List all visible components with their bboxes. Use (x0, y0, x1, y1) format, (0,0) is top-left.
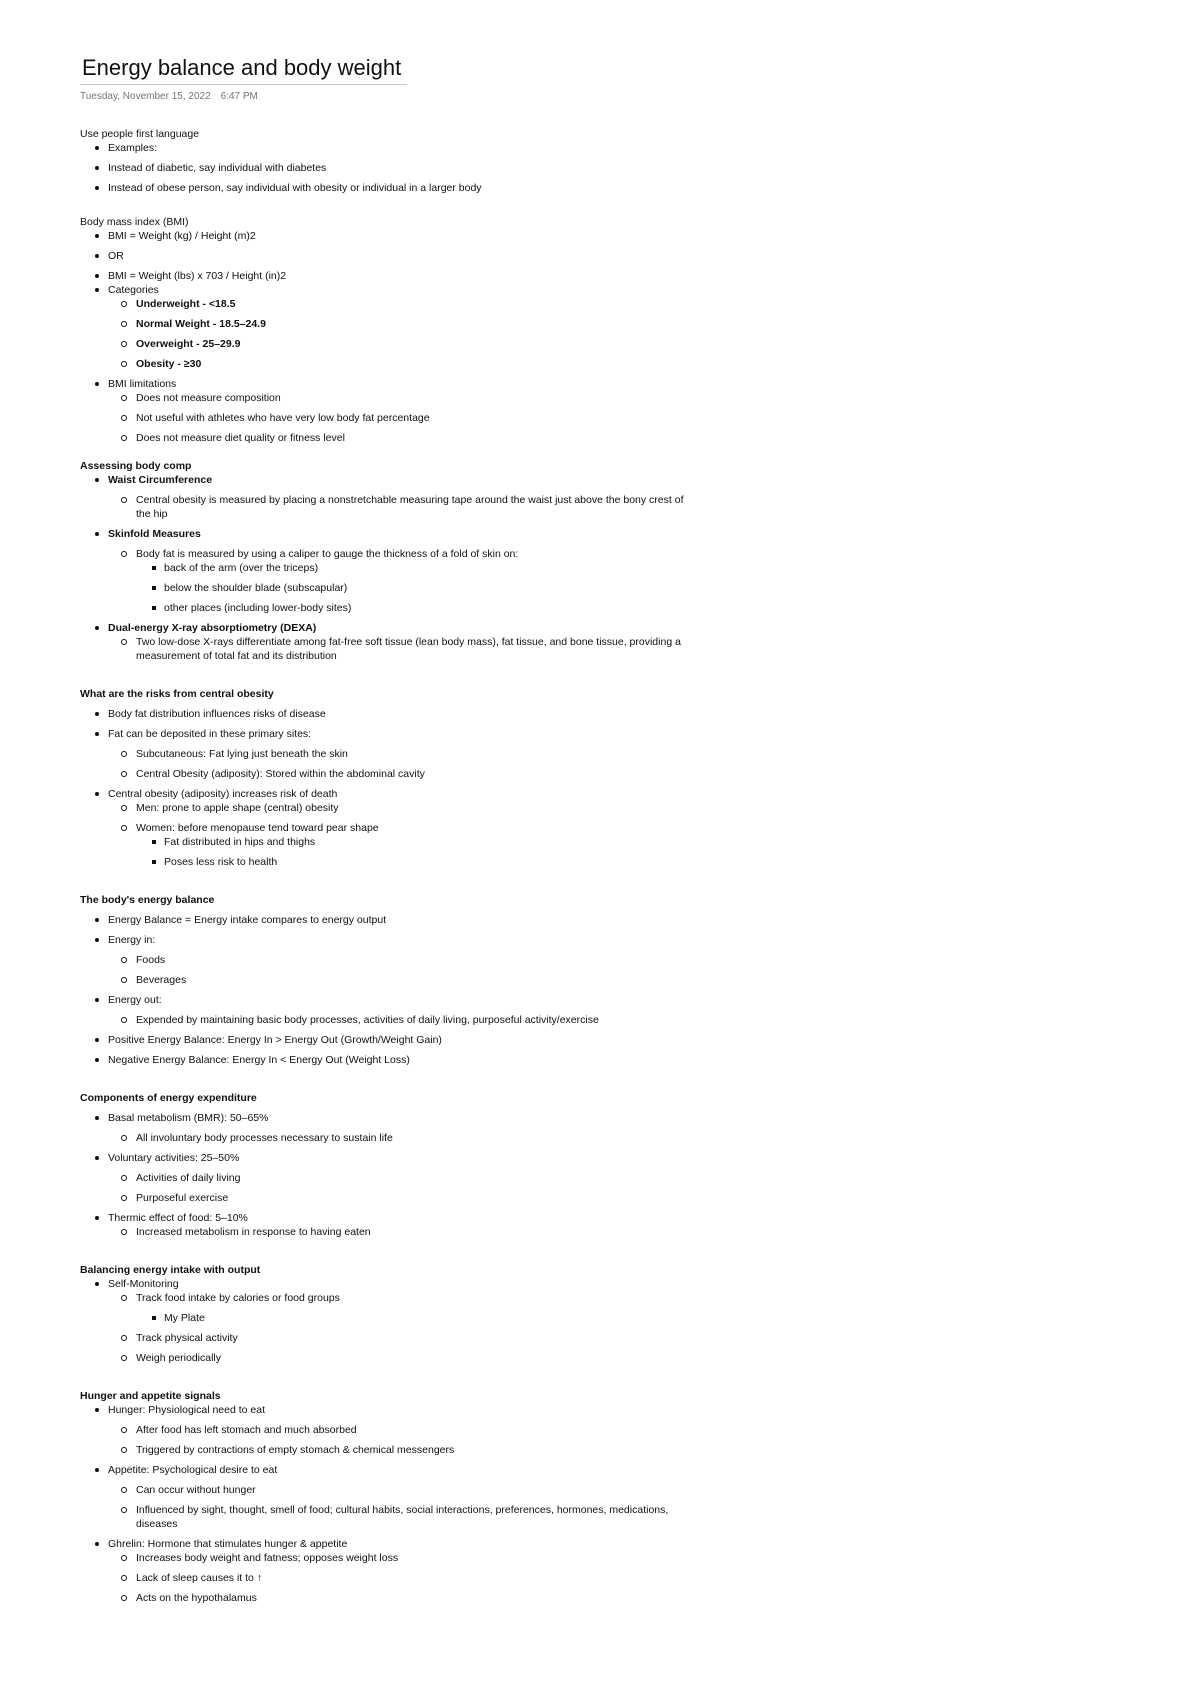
list-item-text: Central obesity (adiposity) increases risk of death (108, 788, 338, 800)
list-item (80, 527, 700, 615)
page-title[interactable]: Energy balance and body weight (80, 54, 407, 85)
note-page (80, 54, 700, 1605)
section-heading: Balancing energy intake with output (80, 1264, 261, 1276)
bullet-list-level-2 (108, 801, 700, 869)
bullet-list-level-2 (108, 953, 700, 987)
bullet-list-level-2 (108, 1551, 700, 1605)
list-item (108, 1171, 700, 1185)
list-item-text: other places (including lower-body sites) (164, 602, 352, 614)
list-item-text: Increases body weight and fatness; opposes weight loss (136, 1552, 399, 1564)
bullet-list-level-3 (136, 561, 700, 615)
list-item (80, 249, 700, 263)
list-item-text: Overweight - 25–29.9 (136, 338, 241, 350)
list-item-text: Waist Circumference (108, 474, 213, 486)
list-item-text: Skinfold Measures (108, 528, 201, 540)
note-date: Tuesday, November 15, 2022 (80, 91, 211, 102)
list-item-text: Energy out: (108, 994, 162, 1006)
list-item-text: Negative Energy Balance: Energy In < Energy Out (Weight Loss) (108, 1054, 410, 1066)
list-item-text: Track physical activity (136, 1332, 238, 1344)
list-item-text: Energy in: (108, 934, 156, 946)
bullet-list-level-2 (108, 547, 700, 615)
note-section (80, 1263, 700, 1365)
section-heading: Body mass index (BMI) (80, 216, 189, 228)
bullet-list-level-1 (80, 913, 700, 1067)
section-heading: Hunger and appetite signals (80, 1390, 221, 1402)
bullet-list-level-3 (136, 835, 700, 869)
list-item (80, 1277, 700, 1365)
list-item (108, 493, 700, 521)
list-item-text: Fat distributed in hips and thighs (164, 836, 316, 848)
list-item (80, 913, 700, 927)
list-item (108, 411, 700, 425)
note-section (80, 1389, 700, 1605)
list-item-text: Self-Monitoring (108, 1278, 179, 1290)
list-item (80, 229, 700, 243)
list-item (108, 1551, 700, 1565)
list-item (80, 933, 700, 987)
list-item-text: Acts on the hypothalamus (136, 1592, 257, 1604)
list-item (80, 1053, 700, 1067)
list-item (136, 1311, 700, 1325)
note-section (80, 687, 700, 869)
list-item-text: BMI limitations (108, 378, 177, 390)
note-section (80, 459, 700, 663)
list-item (108, 1331, 700, 1345)
list-item (108, 973, 700, 987)
bullet-list-level-2 (108, 1483, 700, 1531)
section-heading: Use people first language (80, 128, 200, 140)
list-item (80, 377, 700, 445)
list-item-text: Positive Energy Balance: Energy In > Energy Out (Growth/Weight Gain) (108, 1034, 442, 1046)
list-item-text: below the shoulder blade (subscapular) (164, 582, 348, 594)
section-heading: Components of energy expenditure (80, 1092, 257, 1104)
list-item (136, 561, 700, 575)
list-item (108, 801, 700, 815)
list-item (80, 1537, 700, 1605)
list-item (80, 269, 700, 283)
list-item-text: Triggered by contractions of empty stomach & chemical messengers (136, 1444, 455, 1456)
list-item (108, 391, 700, 405)
list-item-text: Beverages (136, 974, 187, 986)
list-item-text: Categories (108, 284, 159, 296)
bullet-list-level-2 (108, 747, 700, 781)
bullet-list-level-3 (136, 1311, 700, 1325)
bullet-list-level-2 (108, 1013, 700, 1027)
list-item (108, 635, 700, 663)
list-item (80, 621, 700, 663)
list-item-text: Ghrelin: Hormone that stimulates hunger & appetite (108, 1538, 348, 1550)
list-item-text: Two low-dose X-rays differentiate among fat-free soft tissue (lean body mass), fat tissue, and bone tissue, providing a measurement of total fat and its distribution (136, 636, 681, 662)
list-item (108, 1225, 700, 1239)
bullet-list-level-2 (108, 635, 700, 663)
list-item (108, 297, 700, 311)
list-item (136, 855, 700, 869)
list-item (80, 1111, 700, 1145)
list-item-text: Does not measure composition (136, 392, 281, 404)
list-item (108, 1591, 700, 1605)
list-item (108, 1503, 700, 1531)
section-heading: Assessing body comp (80, 460, 192, 472)
list-item-text: Dual-energy X-ray absorptiometry (DEXA) (108, 622, 317, 634)
list-item-text: back of the arm (over the triceps) (164, 562, 319, 574)
note-section (80, 1091, 700, 1239)
list-item (108, 337, 700, 351)
list-item-text: Influenced by sight, thought, smell of food; cultural habits, social interactions, preferences, hormones, medications, diseases (136, 1504, 669, 1530)
list-item (108, 1423, 700, 1437)
list-item-text: Underweight - <18.5 (136, 298, 236, 310)
bullet-list-level-2 (108, 1291, 700, 1365)
list-item (136, 601, 700, 615)
list-item-text: BMI = Weight (lbs) x 703 / Height (in)2 (108, 270, 287, 282)
bullet-list-level-2 (108, 493, 700, 521)
list-item (108, 747, 700, 761)
list-item (80, 1151, 700, 1205)
list-item (80, 707, 700, 721)
note-section (80, 127, 700, 195)
list-item (108, 767, 700, 781)
list-item (108, 357, 700, 371)
list-item-text: Energy Balance = Energy intake compares to energy output (108, 914, 387, 926)
list-item-text: Voluntary activities: 25–50% (108, 1152, 240, 1164)
bullet-list-level-2 (108, 1131, 700, 1145)
bullet-list-level-2 (108, 1225, 700, 1239)
bullet-list-level-2 (108, 1423, 700, 1457)
list-item-text: BMI = Weight (kg) / Height (m)2 (108, 230, 256, 242)
list-item-text: Poses less risk to health (164, 856, 278, 868)
list-item-text: Lack of sleep causes it to ↑ (136, 1572, 263, 1584)
list-item-text: Instead of obese person, say individual with obesity or individual in a larger body (108, 182, 482, 194)
list-item-text: Not useful with athletes who have very low body fat percentage (136, 412, 430, 424)
list-item (80, 727, 700, 781)
list-item (108, 1131, 700, 1145)
list-item (108, 1291, 700, 1325)
note-section (80, 893, 700, 1067)
list-item (108, 1013, 700, 1027)
bullet-list-level-1 (80, 229, 700, 445)
list-item-text: Normal Weight - 18.5–24.9 (136, 318, 266, 330)
list-item (80, 141, 700, 155)
list-item (108, 821, 700, 869)
note-section (80, 215, 700, 445)
list-item (108, 317, 700, 331)
list-item-text: Men: prone to apple shape (central) obesity (136, 802, 339, 814)
list-item-text: Instead of diabetic, say individual with diabetes (108, 162, 327, 174)
list-item-text: Body fat distribution influences risks of disease (108, 708, 326, 720)
list-item-text: Increased metabolism in response to having eaten (136, 1226, 371, 1238)
list-item-text: OR (108, 250, 124, 262)
list-item-text: All involuntary body processes necessary to sustain life (136, 1132, 393, 1144)
list-item (80, 161, 700, 175)
date-line (80, 91, 700, 105)
list-item-text: Central obesity is measured by placing a nonstretchable measuring tape around the waist just above the bony crest of the hip (136, 494, 684, 520)
list-item (80, 1403, 700, 1457)
list-item (80, 283, 700, 371)
list-item-text: Women: before menopause tend toward pear shape (136, 822, 379, 834)
list-item-text: Track food intake by calories or food groups (136, 1292, 340, 1304)
list-item-text: Hunger: Physiological need to eat (108, 1404, 266, 1416)
list-item (108, 1571, 700, 1585)
list-item-text: Body fat is measured by using a caliper to gauge the thickness of a fold of skin on: (136, 548, 519, 560)
list-item-text: Purposeful exercise (136, 1192, 229, 1204)
list-item (136, 835, 700, 849)
list-item (80, 473, 700, 521)
list-item-text: Activities of daily living (136, 1172, 241, 1184)
bullet-list-level-1 (80, 1111, 700, 1239)
list-item (108, 1443, 700, 1457)
list-item (108, 431, 700, 445)
list-item (108, 547, 700, 615)
section-heading: What are the risks from central obesity (80, 688, 274, 700)
list-item-text: Thermic effect of food: 5–10% (108, 1212, 248, 1224)
list-item (80, 1463, 700, 1531)
list-item-text: Does not measure diet quality or fitness level (136, 432, 345, 444)
list-item-text: My Plate (164, 1312, 205, 1324)
bullet-list-level-2 (108, 391, 700, 445)
list-item (80, 993, 700, 1027)
list-item (80, 181, 700, 195)
list-item (80, 1211, 700, 1239)
list-item-text: Obesity - ≥30 (136, 358, 202, 370)
bullet-list-level-2 (108, 297, 700, 371)
list-item-text: Appetite: Psychological desire to eat (108, 1464, 278, 1476)
list-item-text: Examples: (108, 142, 158, 154)
list-item (108, 1351, 700, 1365)
list-item-text: Fat can be deposited in these primary sites: (108, 728, 312, 740)
list-item-text: Expended by maintaining basic body processes, activities of daily living, purposeful activity/exercise (136, 1014, 599, 1026)
bullet-list-level-1 (80, 1277, 700, 1365)
list-item (108, 953, 700, 967)
list-item (108, 1483, 700, 1497)
bullet-list-level-1 (80, 473, 700, 663)
section-heading: The body's energy balance (80, 894, 215, 906)
bullet-list-level-2 (108, 1171, 700, 1205)
list-item (80, 1033, 700, 1047)
list-item (80, 787, 700, 869)
bullet-list-level-1 (80, 707, 700, 869)
note-time: 6:47 PM (220, 91, 258, 102)
list-item-text: After food has left stomach and much absorbed (136, 1424, 357, 1436)
list-item-text: Central Obesity (adiposity): Stored within the abdominal cavity (136, 768, 425, 780)
list-item-text: Subcutaneous: Fat lying just beneath the skin (136, 748, 348, 760)
list-item-text: Foods (136, 954, 166, 966)
list-item-text: Weigh periodically (136, 1352, 222, 1364)
bullet-list-level-1 (80, 1403, 700, 1605)
bullet-list-level-1 (80, 141, 700, 195)
list-item (136, 581, 700, 595)
note-body[interactable] (80, 127, 700, 1605)
list-item-text: Can occur without hunger (136, 1484, 256, 1496)
list-item-text: Basal metabolism (BMR): 50–65% (108, 1112, 269, 1124)
list-item (108, 1191, 700, 1205)
